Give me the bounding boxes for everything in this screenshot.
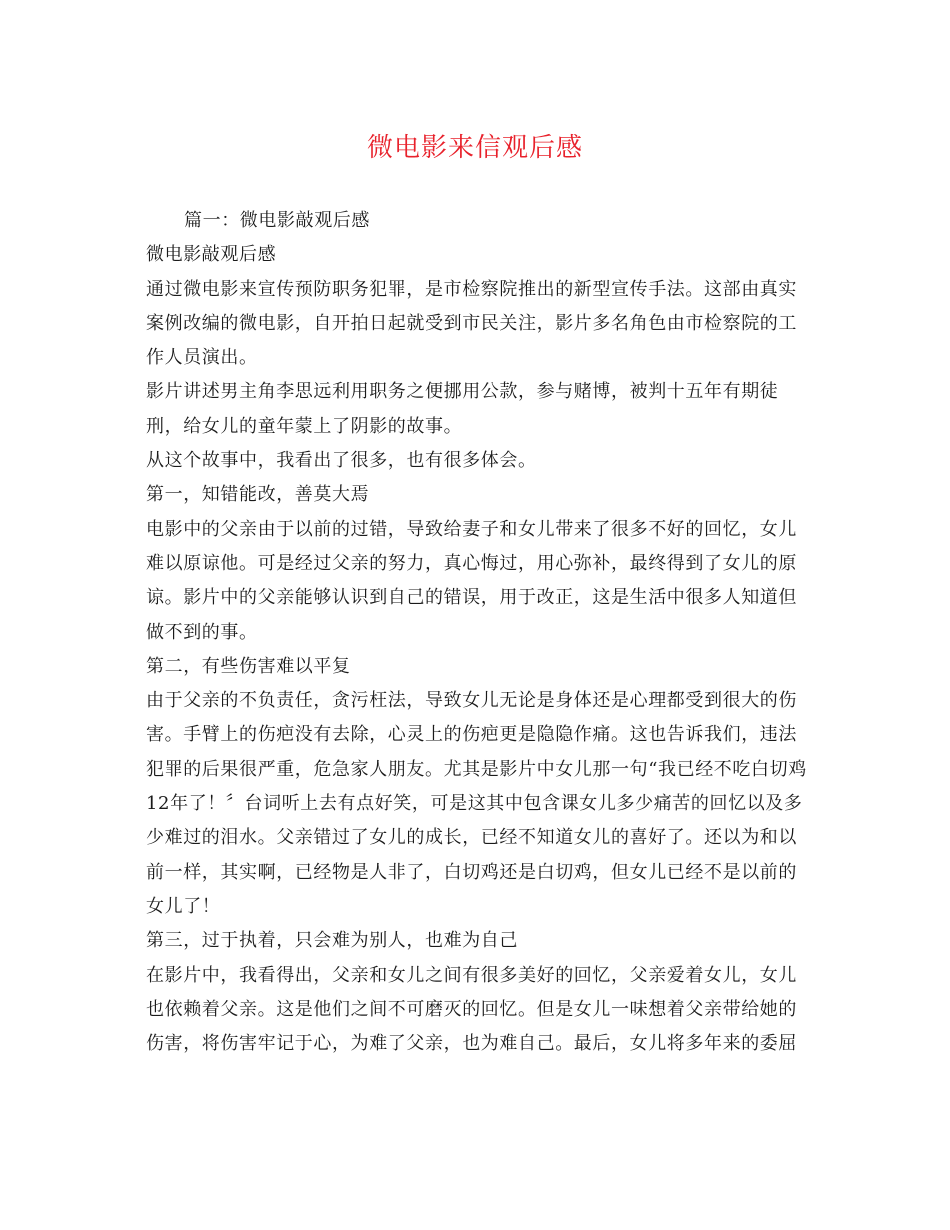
paragraph-line: 电影中的父亲由于以前的过错，导致给妻子和女儿带来了很多不好的回忆，女儿 [146,518,797,540]
paragraph-line: 谅。影片中的父亲能够认识到自己的错误，用于改正，这是生活中很多人知道但 [146,587,797,609]
paragraph-line: 伤害，将伤害牢记于心，为难了父亲，也为难自己。最后，女儿将多年来的委屈 [146,1033,797,1055]
point-heading: 第二，有些伤害难以平复 [146,655,351,677]
paragraph-line: 害。手臂上的伤疤没有去除，心灵上的伤疤更是隐隐作痛。这也告诉我们，违法 [146,724,797,746]
paragraph-line: 做不到的事。 [146,621,258,643]
section-heading: 篇一：微电影敲观后感 [184,210,370,231]
point-heading: 第一，知错能改，善莫大焉 [146,484,370,506]
paragraph-line: 犯罪的后果很严重，危急家人朋友。尤其是影片中女儿那一句“我已经不吃白切鸡 [146,758,807,780]
paragraph-line: 难以原谅他。可是经过父亲的努力，真心悔过，用心弥补，最终得到了女儿的原 [146,552,797,574]
paragraph-line: 也依赖着父亲。这是他们之间不可磨灭的回忆。但是女儿一味想着父亲带给她的 [146,998,797,1020]
paragraph-line: 女儿了！ [146,895,221,917]
document-body [146,204,806,1061]
paragraph-line: 12年了！〞台词听上去有点好笑，可是这其中包含课女儿多少痛苦的回忆以及多 [146,793,803,815]
paragraph-line: 影片讲述男主角李思远利用职务之便挪用公款，参与赌博，被判十五年有期徒 [146,381,779,403]
document-title: 微电影来信观后感 [366,133,583,163]
paragraph-line: 由于父亲的不负责任，贪污枉法，导致女儿无论是身体还是心理都受到很大的伤 [146,690,797,712]
subheading: 微电影敲观后感 [146,244,277,266]
paragraph-line: 作人员演出。 [146,347,258,369]
paragraph-line: 少难过的泪水。父亲错过了女儿的成长，已经不知道女儿的喜好了。还以为和以 [146,827,797,849]
paragraph-line: 通过微电影来宣传预防职务犯罪，是市检察院推出的新型宣传手法。这部由真实 [146,278,797,300]
point-heading: 第三，过于执着，只会难为别人，也难为自己 [146,930,518,952]
paragraph-line: 案例改编的微电影，自开拍日起就受到市民关注，影片多名角色由市检察院的工 [146,312,797,334]
paragraph-line: 从这个故事中，我看出了很多，也有很多体会。 [146,450,537,472]
paragraph-line: 刑，给女儿的童年蒙上了阴影的故事。 [146,415,463,437]
paragraph-line: 前一样，其实啊，已经物是人非了，白切鸡还是白切鸡，但女儿已经不是以前的 [146,861,797,883]
paragraph-line: 在影片中，我看得出，父亲和女儿之间有很多美好的回忆，父亲爱着女儿，女儿 [146,964,797,986]
